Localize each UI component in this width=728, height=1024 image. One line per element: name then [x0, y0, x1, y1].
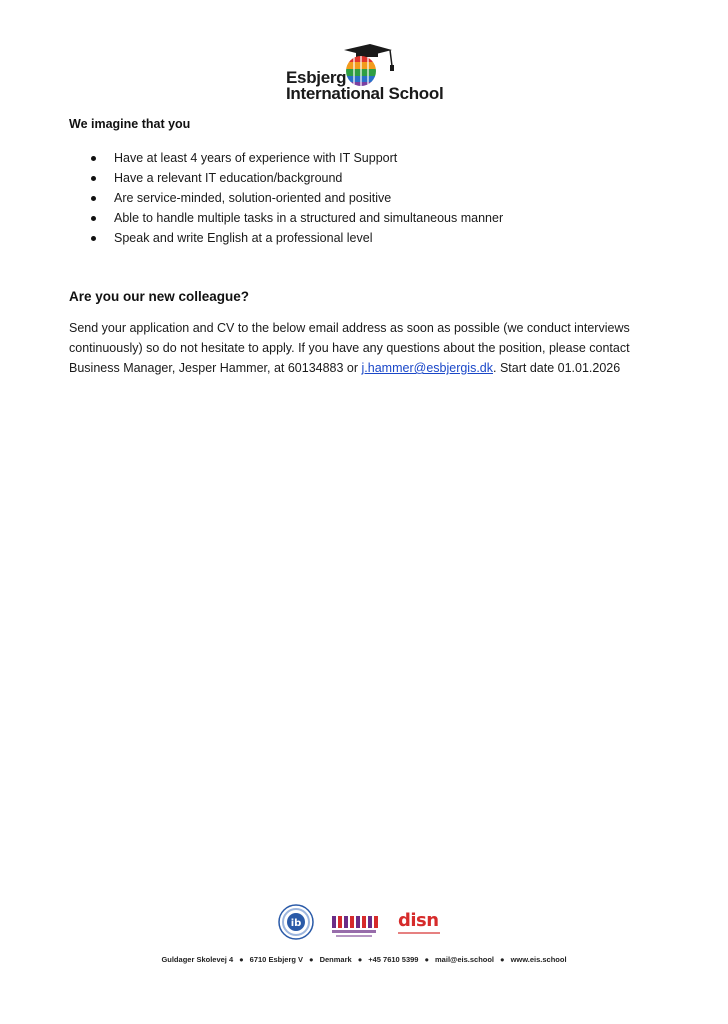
school-logo — [286, 40, 446, 104]
email-link[interactable]: j.hammer@esbjergis.dk — [361, 361, 494, 375]
address-phone: +45 7610 5399 — [368, 955, 419, 964]
bullet-icon — [91, 156, 96, 161]
separator-dot-icon: ● — [309, 955, 314, 964]
disn-logo — [398, 912, 444, 938]
separator-dot-icon: ● — [424, 955, 430, 964]
address-postal: 6710 Esbjerg V — [249, 955, 304, 964]
requirements-list — [69, 148, 669, 248]
list-item — [69, 208, 669, 228]
separator-dot-icon: ● — [357, 955, 363, 964]
paragraph-line-1: Send your application and CV to the below email address as soon as possible (we conduct interviews — [69, 321, 630, 335]
globe-icon — [344, 54, 378, 88]
address-website[interactable]: www.eis.school — [510, 955, 567, 964]
paragraph-line-3 — [69, 358, 669, 378]
start-date-text: . Start date 01.01.2026 — [493, 361, 621, 375]
address-email[interactable]: mail@eis.school — [435, 955, 495, 964]
disn-logo-text: disn — [398, 910, 439, 931]
list-item-text: Are service-minded, solution-oriented and positive — [114, 191, 392, 205]
list-item — [69, 228, 669, 248]
address-country: Denmark — [319, 955, 352, 964]
logo-text-esbjerg: Esbjerg — [286, 68, 347, 87]
list-item — [69, 168, 669, 188]
application-paragraph — [69, 318, 669, 378]
separator-dot-icon: ● — [239, 955, 244, 964]
disn-logo-underline — [398, 932, 440, 934]
paragraph-line-2: continuously) so do not hesitate to apply. If you have any questions about the position, please contact — [69, 341, 630, 355]
list-item-text: Speak and write English at a professional level — [114, 231, 373, 245]
bullet-icon — [91, 196, 96, 201]
address-street: Guldager Skolevej 4 — [161, 955, 234, 964]
footer-address — [0, 955, 728, 964]
logo-text-international-school: International School — [286, 84, 444, 103]
svg-text:ib: ib — [290, 918, 302, 929]
nordic-network-logo — [330, 914, 378, 940]
list-item — [69, 188, 669, 208]
section-heading-we-imagine: We imagine that you — [69, 117, 191, 131]
ib-world-school-logo — [278, 904, 314, 940]
list-item — [69, 148, 669, 168]
separator-dot-icon: ● — [500, 955, 505, 964]
bullet-icon — [91, 216, 96, 221]
list-item-text: Have at least 4 years of experience with IT Support — [114, 151, 398, 165]
list-item-text: Have a relevant IT education/background — [114, 171, 343, 185]
bullet-icon — [91, 176, 96, 181]
bullet-icon — [91, 236, 96, 241]
list-item-text: Able to handle multiple tasks in a structured and simultaneous manner — [114, 211, 504, 225]
accreditation-logos — [278, 902, 448, 942]
contact-text: Business Manager, Jesper Hammer, at 60134883 or — [69, 361, 362, 375]
section-heading-new-colleague: Are you our new colleague? — [69, 289, 250, 304]
